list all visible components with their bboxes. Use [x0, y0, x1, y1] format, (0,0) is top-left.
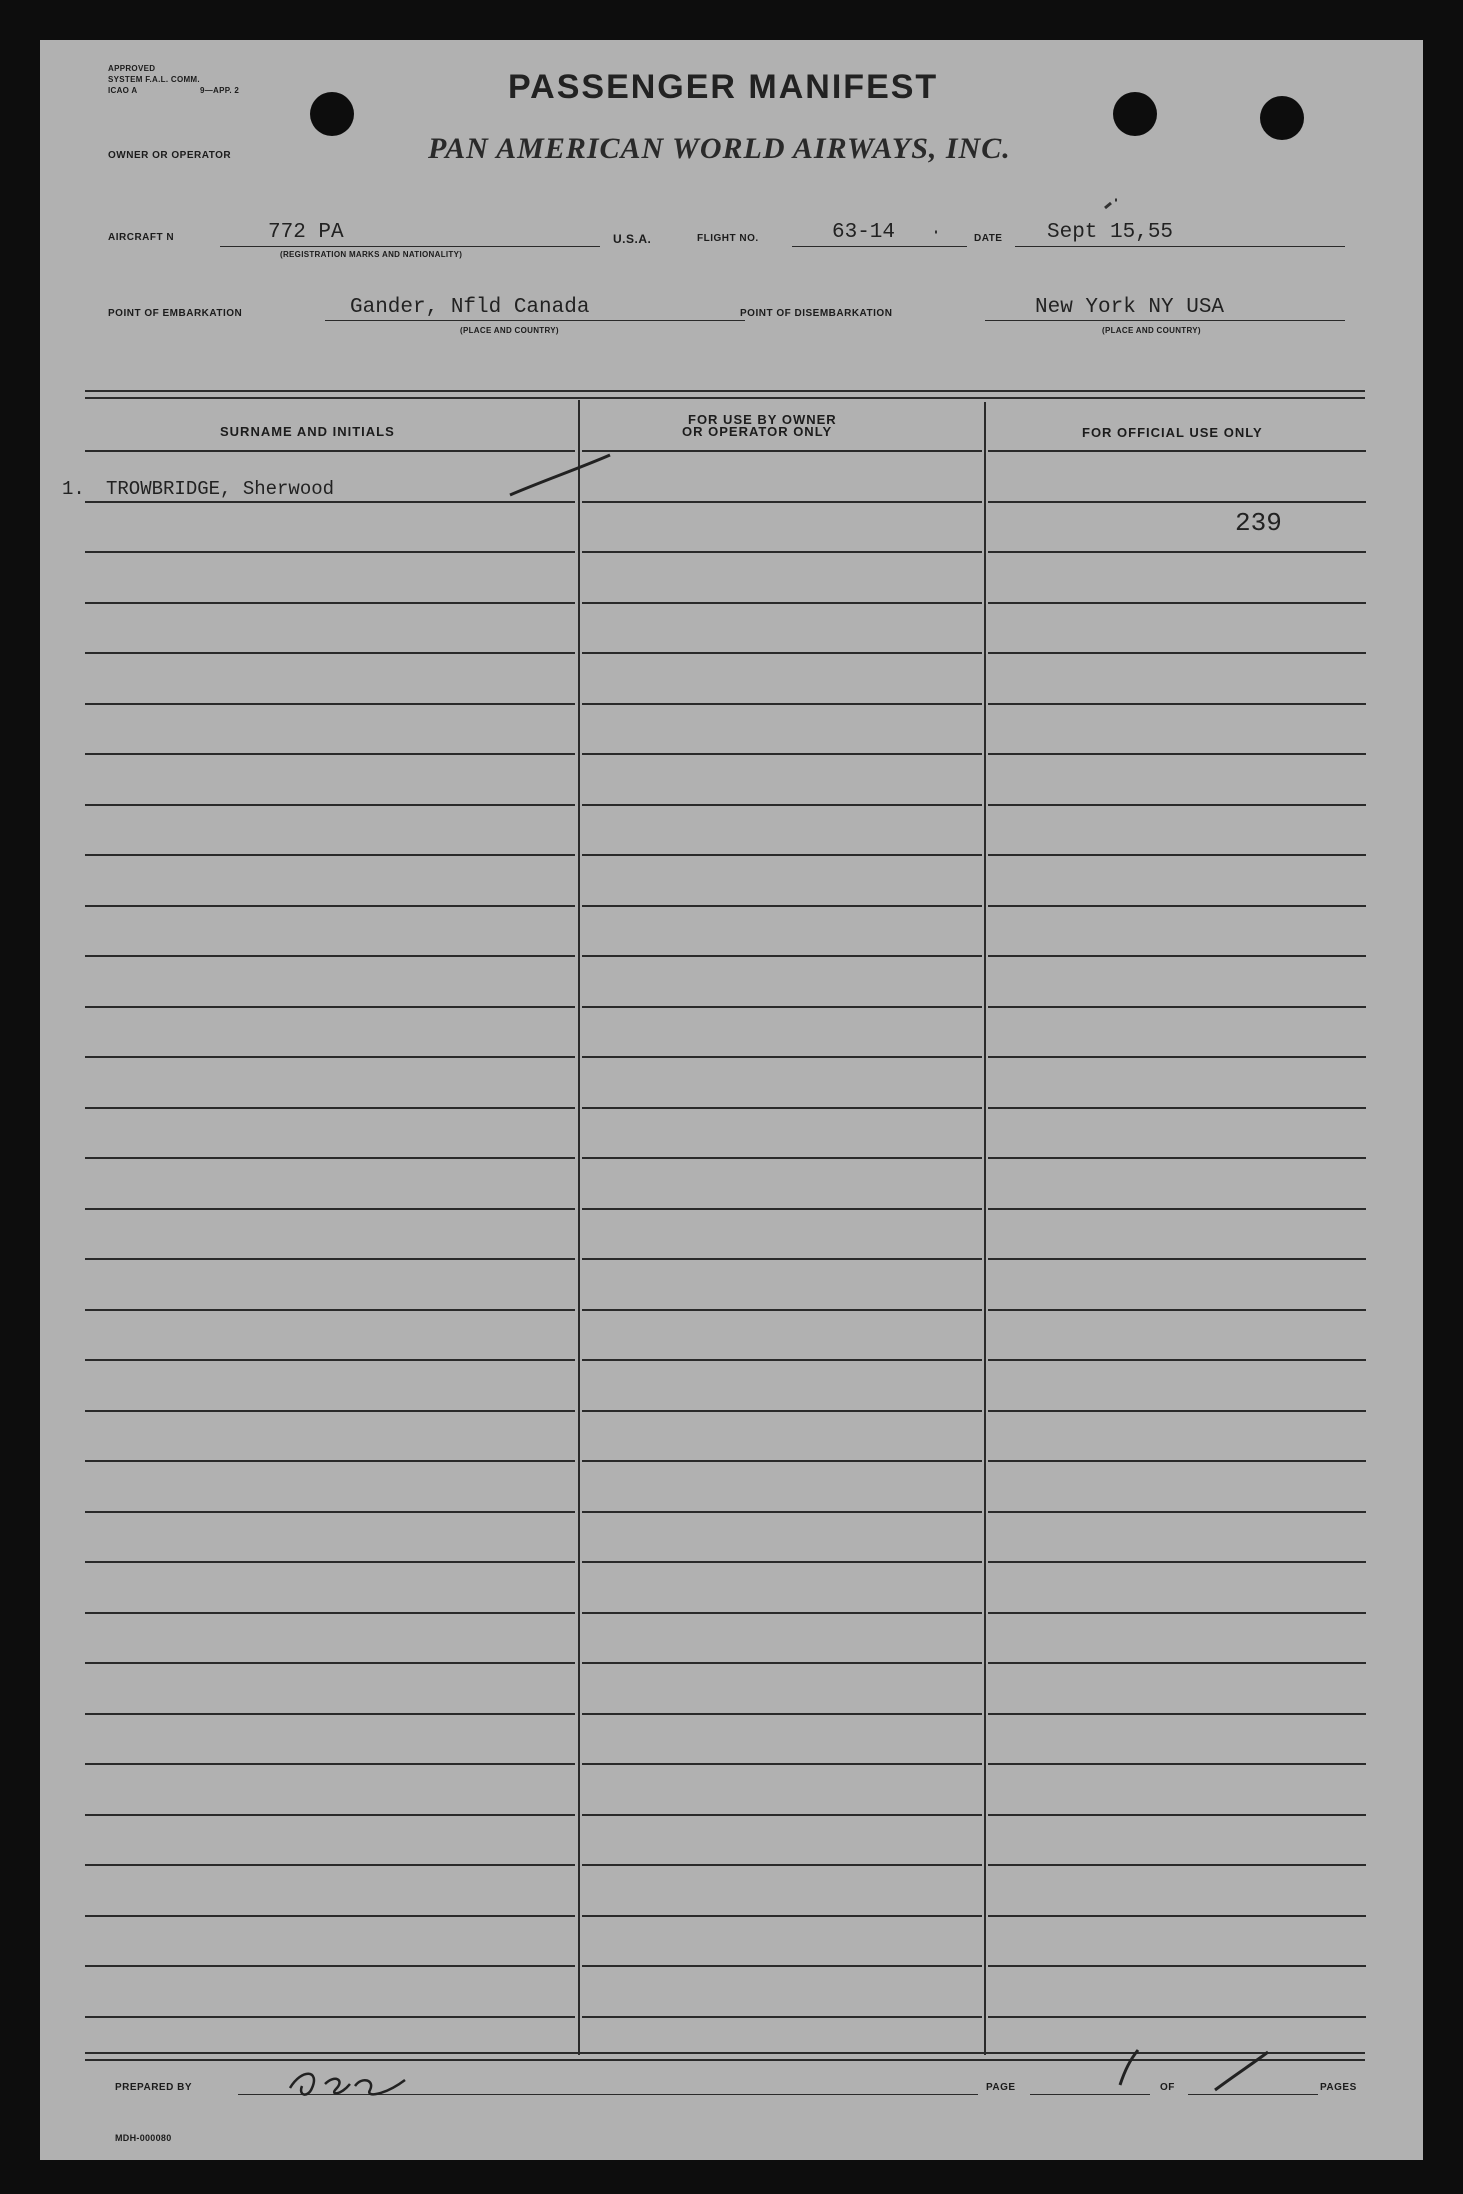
column-header-official-use: FOR OFFICIAL USE ONLY: [1082, 425, 1263, 440]
column-header-owner-use-2: OR OPERATOR ONLY: [682, 424, 833, 439]
date-label: DATE: [974, 233, 1003, 244]
aircraft-label: AIRCRAFT N: [108, 232, 175, 243]
prepared-by-label: PREPARED BY: [115, 2082, 192, 2093]
date-value: Sept 15,55: [1047, 221, 1174, 244]
pages-label: PAGES: [1320, 2082, 1357, 2093]
approval-line-2: SYSTEM F.A.L. COMM.: [108, 75, 200, 84]
page-title: PASSENGER MANIFEST: [508, 68, 939, 106]
page-count-mark: [1215, 2052, 1268, 2090]
country-label: U.S.A.: [613, 232, 652, 246]
owner-operator-label: OWNER OR OPERATOR: [108, 150, 232, 161]
flight-label: FLIGHT NO.: [697, 233, 759, 244]
approval-line-1: APPROVED: [108, 64, 156, 73]
prepared-by-initials: [290, 2074, 405, 2095]
form-code: MDH-000080: [115, 2133, 172, 2143]
embarkation-sublabel: (PLACE AND COUNTRY): [460, 326, 559, 335]
handwriting-layer: [40, 40, 1423, 2160]
approval-line-4: 9—APP. 2: [200, 86, 240, 95]
disembarkation-sublabel: (PLACE AND COUNTRY): [1102, 326, 1201, 335]
dotted-marks: [935, 200, 1117, 232]
passenger-name: TROWBRIDGE, Sherwood: [106, 478, 335, 500]
embarkation-label: POINT OF EMBARKATION: [108, 308, 243, 319]
disembarkation-label: POINT OF DISEMBARKATION: [740, 308, 893, 319]
flight-value: 63-14: [832, 221, 896, 244]
column-header-owner-use-1: FOR USE BY OWNER: [688, 412, 837, 427]
manifest-sheet: [40, 40, 1423, 2160]
approval-line-3: ICAO A: [108, 86, 138, 95]
check-mark-stroke: [510, 455, 610, 495]
page-label: PAGE: [986, 2082, 1016, 2093]
of-label: OF: [1160, 2082, 1175, 2093]
disembarkation-value: New York NY USA: [1035, 296, 1225, 319]
aircraft-sublabel: (REGISTRATION MARKS AND NATIONALITY): [280, 250, 463, 259]
page-number-mark: [1120, 2050, 1138, 2085]
official-note-number: 239: [1235, 508, 1282, 538]
aircraft-value: 772 PA: [268, 221, 344, 244]
passenger-number: 1.: [62, 478, 85, 500]
embarkation-value: Gander, Nfld Canada: [350, 296, 590, 319]
column-header-surname: SURNAME AND INITIALS: [220, 424, 395, 439]
company-name: PAN AMERICAN WORLD AIRWAYS, INC.: [428, 132, 1011, 165]
